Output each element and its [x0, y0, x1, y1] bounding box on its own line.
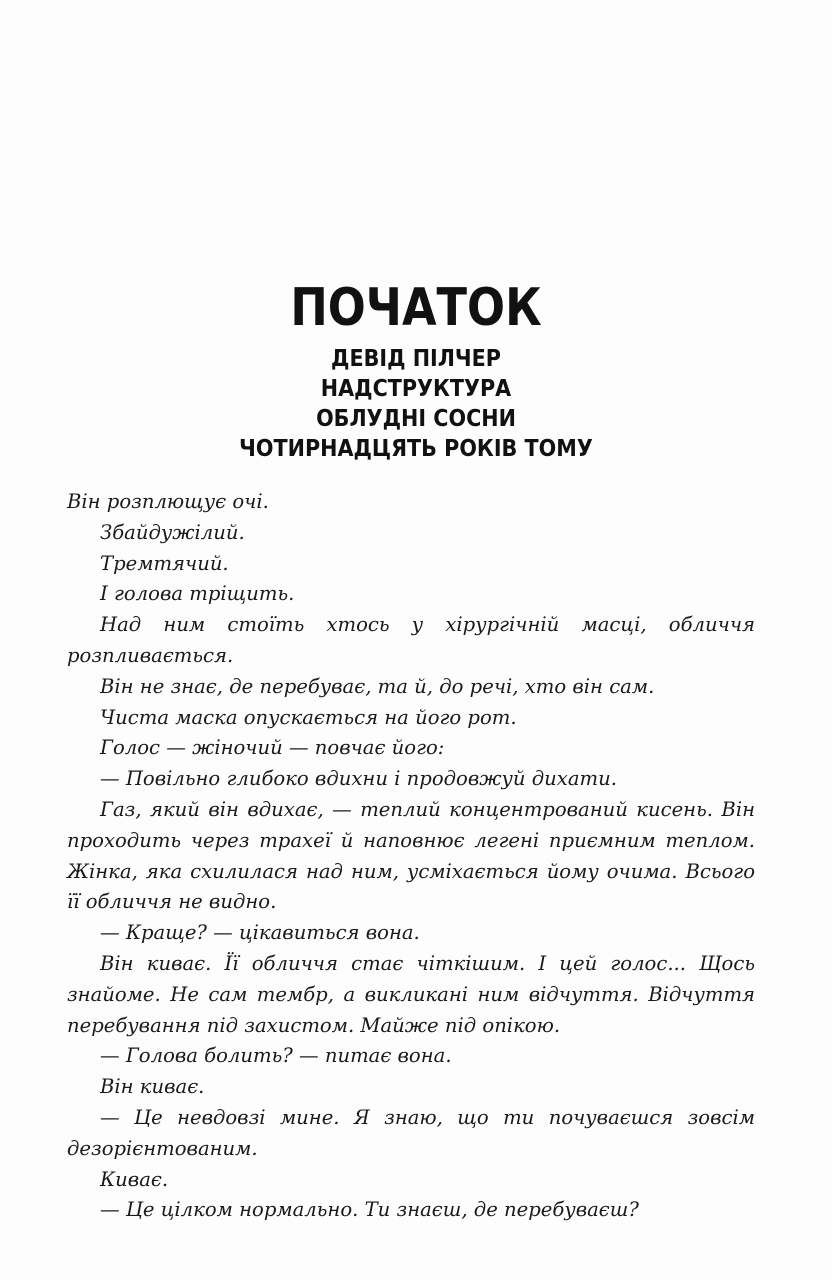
subhead-location: НАДСТРУКТУРА — [320, 376, 512, 402]
paragraph: Газ, який він вдихає, — теплий концентрований кисень. Він проходить через трахеї й наповнює легені приємним теплом. Жінка, яка схилилася над ним, усміхається йому очима. Всього її обличчя не видно. — [67, 797, 755, 914]
chapter-title: ПОЧАТОК — [290, 278, 542, 338]
body-text — [67, 487, 755, 1226]
paragraph: Він не знає, де перебуває, та й, до речі, хто він сам. — [100, 674, 655, 698]
paragraph: Чиста маска опускається на його рот. — [100, 705, 517, 729]
subhead-time: ЧОТИРНАДЦЯТЬ РОКІВ ТОМУ — [239, 436, 593, 462]
paragraph: — Це невдовзі мине. Я знаю, що ти почуваєшся зовсім дезорієнтованим. — [67, 1105, 755, 1160]
paragraph: Над ним стоїть хтось у хірургічній масці, обличчя розпливається. — [67, 613, 755, 667]
paragraph: — Це цілком нормально. Ти знаєш, де перебуваєш? — [100, 1198, 639, 1222]
subhead-character: ДЕВІД ПІЛЧЕР — [331, 346, 501, 372]
paragraph: — Голова болить? — питає вона. — [100, 1044, 452, 1068]
chapter-subheads — [0, 344, 832, 464]
paragraph: Киває. — [100, 1167, 169, 1191]
paragraph: — Краще? — цікавиться вона. — [100, 921, 420, 945]
paragraph: Голос — жіночий — повчає його: — [100, 736, 445, 760]
paragraph: І голова тріщить. — [100, 582, 295, 606]
paragraph: Збайдужілий. — [100, 520, 245, 544]
paragraph: Тремтячий. — [100, 551, 229, 575]
subhead-place: ОБЛУДНІ СОСНИ — [316, 406, 516, 432]
paragraph: Він розплющує очі. — [67, 490, 269, 513]
paragraph: — Повільно глибоко вдихни і продовжуй дихати. — [100, 767, 617, 791]
paragraph: Він киває. Її обличчя стає чіткішим. І цей голос... Щось знайоме. Не сам тембр, а викликані ним відчуття. Відчуття перебування під захистом. Майже під опікою. — [67, 951, 755, 1037]
paragraph: Він киває. — [100, 1075, 205, 1099]
